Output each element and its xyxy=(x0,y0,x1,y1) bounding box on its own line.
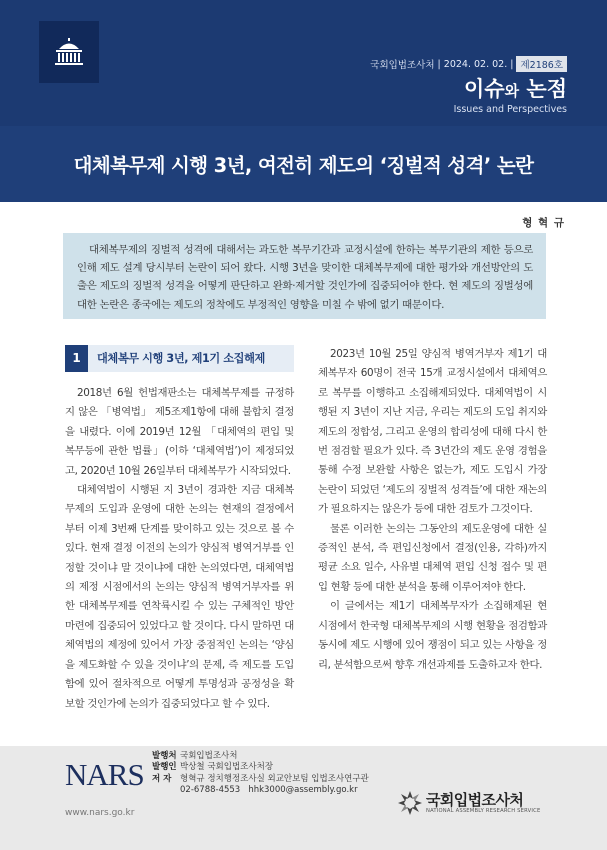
separator: | xyxy=(507,58,514,70)
section-title: 대체복무 시행 3년, 제1기 소집해제 xyxy=(97,352,265,365)
issue-info xyxy=(370,56,567,72)
issuer-name: 국회입법조사처 xyxy=(370,60,435,71)
series-title-ko xyxy=(454,73,567,103)
contact-line xyxy=(180,785,369,796)
issue-date: 2024. 02. 02. xyxy=(443,58,508,70)
series-title xyxy=(454,73,567,115)
publisher-line xyxy=(152,751,369,762)
assembly-logo xyxy=(39,21,99,83)
phone-number: 02-6788-4553 xyxy=(180,784,241,795)
series-word-2: 논점 xyxy=(526,77,567,101)
paragraph: 2023년 10월 25일 양심적 병역거부자 제1기 대체복무자 60명이 전국 15개 교정시설에서 대체역으로 복무를 이행하고 소집해제되었다. 대체역법이 시행된 지 3년이 지난 지금, 우리는 제도의 도입 취지와 제도의 정합성, 그리고 운영의 합리성에 대해 다시 한번 점검할 필요가 있다. 즉 3년간의 제도 운영 경험을 통해 수정 보완할 사항은 없는가, 제도 도입시 가장 논란이 되었던 ‘제도의 징벌적 성격들’에 대한 재논의가 필요하지는 않은가 등에 대한 검토가 그것이다. xyxy=(318,348,547,516)
series-word-1: 이슈 xyxy=(464,77,505,101)
publication-info xyxy=(152,751,369,796)
publisher-value: 국회입법조사처 xyxy=(180,751,238,761)
right-column xyxy=(318,345,547,675)
paragraph: 대체역법이 시행된 지 3년이 경과한 지금 대체복무제의 도입과 운영에 대한 논의는 현재의 결정에서부터 이제 3번째 단계를 맞이하고 있는 것으로 볼 수 있다. 현재 결정 이전의 논의가 양심적 병역거부를 인정할 것이냐 말 것이냐에 대한 논의였다면, 대체역법의 제정 시점에서의 논의는 양심적 병역거부자를 위한 대체복무제를 연착륙시킬 수 있는 구체적인 방안 마련에 집중되어 있었다고 할 것이다. 다시 말하면 대체역법의 제정에 있어서 가장 중점적인 논의는 ‘양심을 제도화할 수 있을 것이냐’의 문제, 즉 제도를 도입함에 있어 절차적으로 어떻게 투명성과 공정성을 확보할 것인가에 논의가 집중되었다고 할 수 있다. xyxy=(65,484,294,710)
institution-name: 국회입법조사처 xyxy=(426,791,524,809)
email-address[interactable]: hhk3000@assembly.go.kr xyxy=(248,784,358,795)
assembly-building-icon xyxy=(53,37,85,67)
institution-emblem-icon xyxy=(397,790,423,816)
section-heading xyxy=(65,345,294,372)
page-title: 대체복무제 시행 3년, 여전히 제도의 ‘징벌적 성격’ 논란 xyxy=(73,154,534,177)
header-banner xyxy=(0,0,607,202)
footer xyxy=(0,746,607,850)
author-name: 형 혁 규 xyxy=(522,217,565,229)
author-label: 저 자 xyxy=(152,773,172,784)
paragraph: 이 글에서는 제1기 대체복무자가 소집해제된 현 시점에서 한국형 대체복무제의 시행 현황을 점검함과 동시에 제도 시행에 있어 쟁점이 되고 있는 사항을 정리, 분석함으로써 향후 개선과제를 도출하고자 한다. xyxy=(318,600,547,671)
abstract-text: 대체복무제의 징벌적 성격에 대해서는 과도한 복무기간과 교정시설에 한하는 복무기관의 제한 등으로 인해 제도 설계 당시부터 논란이 되어 왔다. 시행 3년을 맞이한 대체복무제에 대한 평가와 개선방안의 도출은 제도의 징벌적 성격을 어떻게 판단하고 완화·제거할 것인가에 집중되어야 한다. 현 제도의 징벌성에 대한 논란은 종국에는 제도의 정착에도 부정적인 영향을 미칠 수 밖에 없기 때문이다. xyxy=(77,244,533,311)
nars-logo: NARS xyxy=(65,757,144,792)
series-title-en: Issues and Perspectives xyxy=(453,104,567,115)
issuer-line xyxy=(152,762,369,773)
issuer-label: 발행인 xyxy=(152,762,177,773)
institution-name-en: NATIONAL ASSEMBLY RESEARCH SERVICE xyxy=(426,808,541,814)
section-number: 1 xyxy=(65,345,88,372)
paragraph: 물론 이러한 논의는 그동안의 제도운영에 대한 실증적인 분석, 즉 편입신청에서 결정(인용, 각하)까지 평균 소요 일수, 사유별 대체역 편입 신청 접수 및 편입 현황 등에 대한 분석을 통해 이루어져야 한다. xyxy=(318,522,547,593)
paragraph: 2018년 6월 헌법재판소는 대체복무제를 규정하지 않은 「병역법」 제5조제1항에 대해 불합치 결정을 내렸다. 이에 2019년 12월 「대체역의 편입 및 복무등에 관한 법률」(이하 ‘대체역법’)이 제정되었고, 2020년 10월 26일부터 대체복무가 시작되었다. xyxy=(65,387,294,477)
issuer-value: 박상철 국회입법조사처장 xyxy=(180,762,274,773)
publisher-label: 발행처 xyxy=(152,751,177,761)
issue-number-badge: 제2186호 xyxy=(516,56,567,72)
series-conjunction: 와 xyxy=(504,82,520,100)
author-value: 형혁규 정치행정조사실 외교안보팀 입법조사연구관 xyxy=(180,773,369,784)
author-line xyxy=(152,774,369,785)
abstract-box xyxy=(63,233,546,319)
separator: | xyxy=(434,58,444,70)
website-url[interactable]: www.nars.go.kr xyxy=(65,808,135,818)
left-column-body xyxy=(65,384,294,714)
